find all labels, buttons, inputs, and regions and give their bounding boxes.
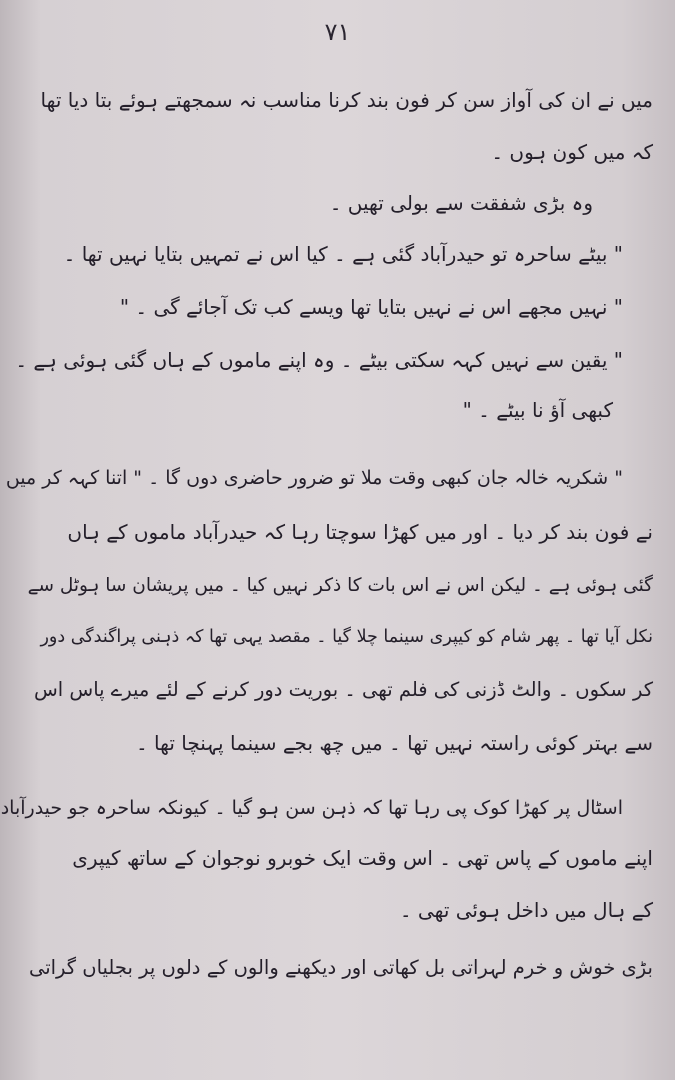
page-number: ٧١	[324, 18, 351, 46]
text-line: کر سکوں ۔ والٹ ڈزنی کی فلم تھی ۔ بوریت دور کرنے کے لئے میرے پاس اس	[33, 678, 653, 701]
text-line: " یقین سے نہیں کہہ سکتی بیٹے ۔ وہ اپنے ماموں کے ہاں گئی ہوئی ہے ۔	[15, 348, 623, 372]
text-line: کہ میں کون ہوں ۔	[491, 140, 653, 164]
text-line: " بیٹے ساحرہ تو حیدرآباد گئی ہے ۔ کیا اس نے تمہیں بتایا نہیں تھا ۔	[63, 242, 623, 266]
text-line: وہ بڑی شفقت سے بولی تھیں ۔	[329, 191, 593, 215]
text-line: " نہیں مجھے اس نے نہیں بتایا تھا ویسے کب تک آجائے گی ۔ "	[119, 295, 623, 319]
text-line: کبھی آؤ نا بیٹے ۔ "	[462, 398, 613, 422]
text-line: " شکریہ خالہ جان کبھی وقت ملا تو ضرور حاضری دوں گا ۔ " اتنا کہہ کر میں	[5, 467, 623, 489]
text-line: نے فون بند کر دیا ۔ اور میں کھڑا سوچتا رہا کہ حیدرآباد ماموں کے ہاں	[67, 520, 653, 544]
text-line: بڑی خوش و خرم لہراتی بل کھاتی اور دیکھنے والوں کے دلوں پر بجلیاں گراتی	[28, 956, 653, 979]
text-line: نکل آیا تھا ۔ پھر شام کو کیپری سینما چلا گیا ۔ مقصد یہی تھا کہ ذہنی پراگندگی دور	[40, 627, 653, 647]
text-line: سے بہتر کوئی راستہ نہیں تھا ۔ میں چھ بجے سینما پہنچا تھا ۔	[135, 731, 653, 755]
text-line: کے ہال میں داخل ہوئی تھی ۔	[399, 898, 653, 922]
text-line: اسٹال پر کھڑا کوک پی رہا تھا کہ ذہن سن ہو گیا ۔ کیونکہ ساحرہ جو حیدرآباد	[0, 797, 623, 819]
text-line: میں نے ان کی آواز سن کر فون بند کرنا مناسب نہ سمجھتے ہوئے بتا دیا تھا	[40, 88, 653, 112]
text-line: گئی ہوئی ہے ۔ لیکن اس نے اس بات کا ذکر نہیں کیا ۔ میں پریشان سا ہوٹل سے	[27, 575, 653, 596]
text-line: اپنے ماموں کے پاس تھی ۔ اس وقت ایک خوبرو نوجوان کے ساتھ کیپری	[72, 846, 653, 870]
